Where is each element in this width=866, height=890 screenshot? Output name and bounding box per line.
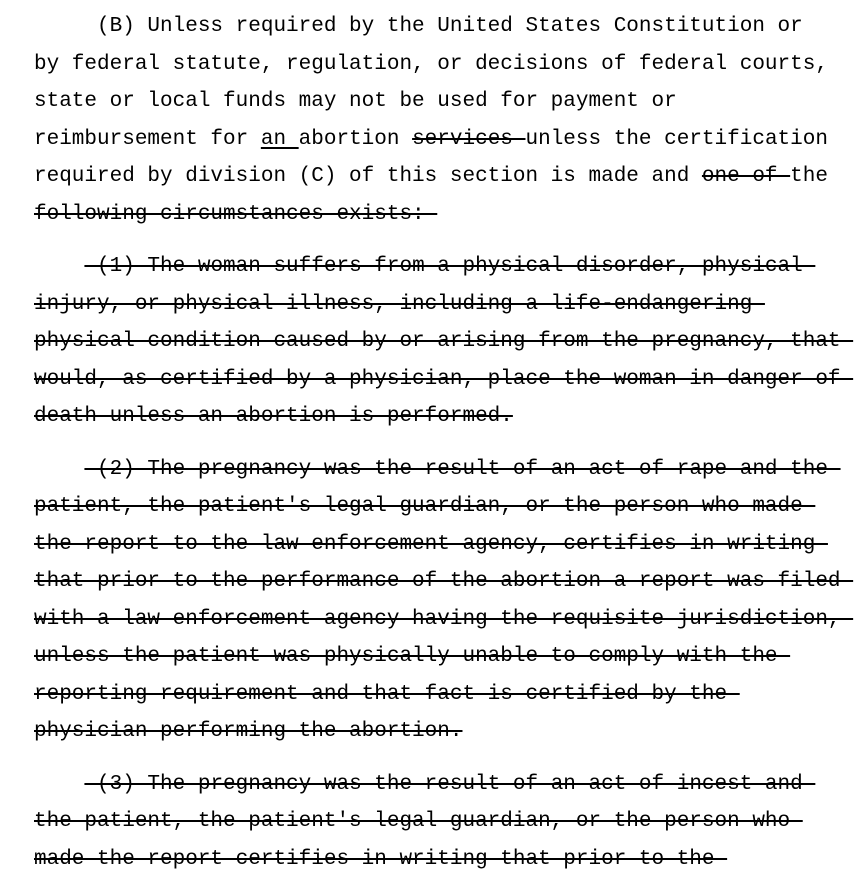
deleted-text: one of — [701, 165, 791, 188]
text-line — [34, 83, 866, 121]
text-line — [34, 46, 866, 84]
paragraph-clause-1 — [34, 248, 866, 436]
deleted-text: made the report certifies in writing that prior to the — [34, 847, 728, 871]
existing-text: the — [790, 165, 828, 188]
text-line — [34, 248, 866, 286]
deleted-text: (2) The pregnancy was the result of an act of rape and the — [84, 457, 841, 481]
deleted-text: physical condition caused by or arising from the pregnancy, that — [34, 330, 854, 353]
text-line — [34, 323, 866, 361]
existing-text — [34, 458, 84, 481]
text-line — [34, 361, 866, 399]
text-line — [34, 563, 866, 601]
text-line — [34, 158, 866, 196]
existing-text: abortion — [298, 127, 413, 151]
text-line — [34, 601, 866, 639]
inserted-text: an — [260, 127, 299, 151]
deleted-text: reporting requirement and that fact is certified by the — [34, 682, 740, 706]
deleted-text: (1) The woman suffers from a physical disorder, physical — [84, 255, 816, 278]
existing-text: state or local funds may not be used for payment or — [34, 90, 677, 113]
existing-text — [34, 773, 84, 796]
paragraph-clause-3 — [34, 766, 866, 879]
text-line — [34, 676, 866, 714]
paragraph-clause-2 — [34, 451, 866, 751]
deleted-text: the patient, the patient's legal guardian, or the person who — [34, 810, 803, 833]
deleted-text: the report to the law enforcement agency, certifies in writing — [34, 532, 828, 556]
deleted-text: (3) The pregnancy was the result of an act of incest and — [84, 772, 816, 796]
text-line — [34, 526, 866, 564]
text-line — [34, 766, 866, 804]
deleted-text: patient, the patient's legal guardian, or the person who made — [34, 495, 816, 518]
deleted-text: following circumstances exists: — [34, 202, 438, 226]
existing-text: unless the certification — [525, 127, 828, 151]
paragraph-division-B — [34, 8, 866, 233]
text-line — [34, 451, 866, 489]
existing-text — [34, 255, 84, 278]
text-line — [34, 398, 866, 436]
text-line — [34, 286, 866, 324]
existing-text: required by division (C) of this section is made and — [34, 165, 702, 188]
deleted-text: unless the patient was physically unable to comply with the — [34, 645, 791, 668]
existing-text: reimbursement for — [34, 127, 261, 151]
text-line — [34, 803, 866, 841]
deleted-text: that prior to the performance of the abortion a report was filed — [34, 570, 854, 593]
text-line — [34, 488, 866, 526]
text-line — [34, 713, 866, 751]
existing-text: (B) Unless required by the United States Constitution or — [34, 15, 803, 38]
deleted-text: with a law enforcement agency having the requisite jurisdiction, — [34, 607, 854, 631]
deleted-text: physician performing the abortion. — [34, 720, 463, 743]
text-line — [34, 638, 866, 676]
deleted-text: services — [412, 127, 526, 151]
text-line — [34, 841, 866, 879]
existing-text: by federal statute, regulation, or decisions of federal courts, — [34, 52, 828, 76]
deleted-text: would, as certified by a physician, place the woman in danger of — [34, 367, 854, 391]
deleted-text: injury, or physical illness, including a life-endangering — [34, 292, 765, 316]
text-line — [34, 121, 866, 159]
text-line — [34, 196, 866, 234]
text-line — [34, 8, 866, 46]
deleted-text: death unless an abortion is performed. — [34, 405, 513, 428]
